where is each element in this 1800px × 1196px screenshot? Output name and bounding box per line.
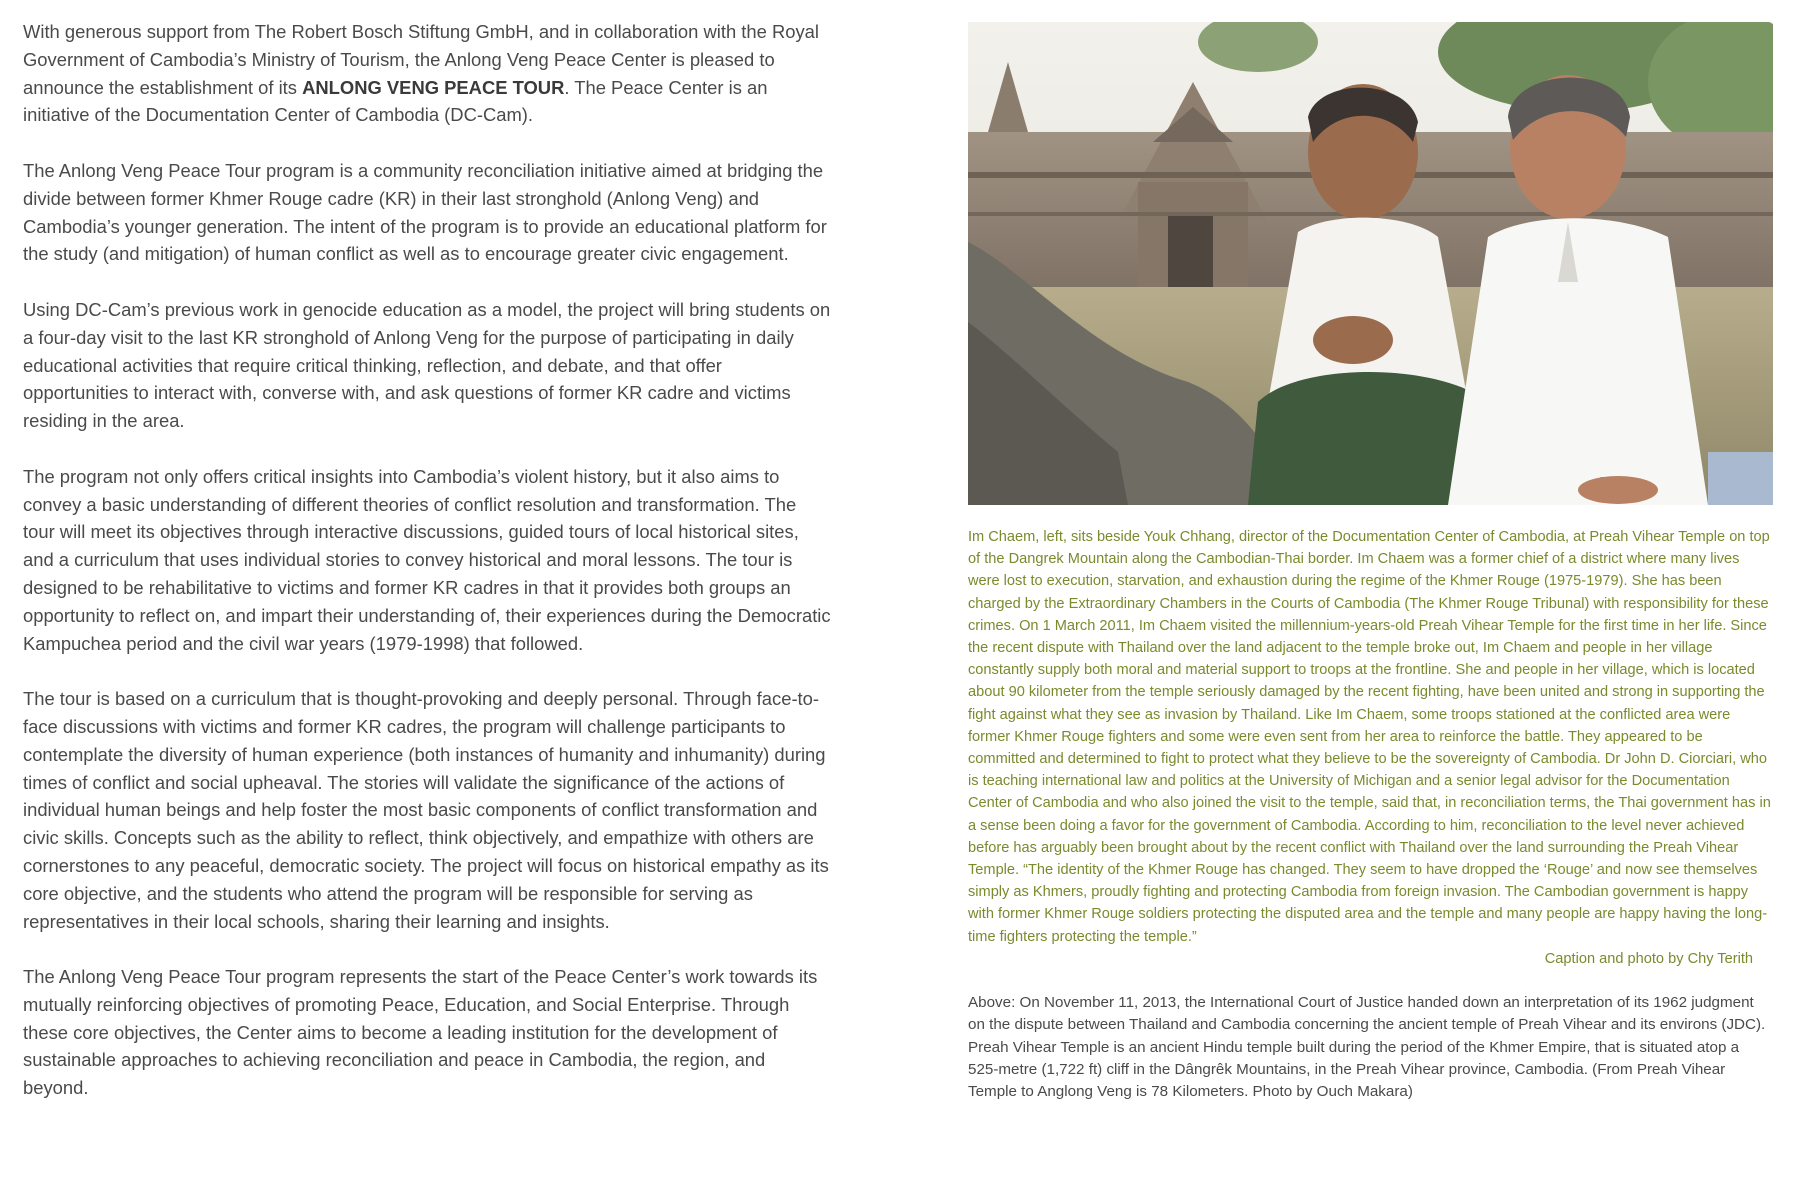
photo-caption	[968, 526, 1773, 948]
article-paragraph: The Anlong Veng Peace Tour program represents the start of the Peace Center’s work towards its mutually reinforcing objectives of promoting Peace, Education, and Social Enterprise. Through these core objectives, the Center aims to become a leading institution for the development of sustainable approaches to achieving reconciliation and peace in Cambodia, the region, and beyond.	[23, 966, 818, 1099]
article-paragraph: The Anlong Veng Peace Tour program is a community reconciliation initiative aimed at bridging the divide between former Khmer Rouge cadre (KR) in their last stronghold (Anlong Veng) and Cambodia’s younger generation. The intent of the program is to provide an educational platform for the study (and mitigation) of human conflict as well as to encourage greater civic engagement.	[23, 159, 827, 265]
photo-im-chaem-youk-chhang	[968, 22, 1773, 505]
article-paragraph: The program not only offers critical insights into Cambodia’s violent history, but it also aims to convey a basic understanding of different theories of conflict resolution and transformation. The tour will meet its objectives through interactive discussions, guided tours of local historical sites, and a curriculum that uses individual stories to convey historical and moral lessons. The tour is designed to be rehabilitative to victims and former KR cadres in that it provides both groups an opportunity to reflect on, and impart their understanding of, their experiences during the Democratic Kampuchea period and the civil war years (1979-1998) that followed.	[23, 465, 831, 654]
article-paragraph: The tour is based on a curriculum that is thought-provoking and deeply personal. Through face-to-face discussions with victims and former KR cadres, the program will challenge participants to contemplate the diversity of human experience (both instances of humanity and inhumanity) during times of conflict and social upheaval. The stories will validate the significance of the actions of individual human beings and help foster the most basic components of conflict transformation and civic skills. Concepts such as the ability to reflect, think objectively, and empathize with others are cornerstones to any peaceful, democratic society. The project will focus on historical empathy as its core objective, and the students who attend the program will be responsible for serving as representatives in their local schools, sharing their learning and insights.	[23, 688, 829, 932]
above-note-text: Above: On November 11, 2013, the International Court of Justice handed down an interpretation of its 1962 judgment on the dispute between Thailand and Cambodia concerning the ancient temple of Preah Vihear and its environs (JDC). Preah Vihear Temple is an ancient Hindu temple built during the period of the Khmer Empire, that is situated atop a 525-metre (1,722 ft) cliff in the Dângrêk Mountains, in the Preah Vihear province, Cambodia. (From Preah Vihear Temple to Anglong Veng is 78 Kilometers. Photo by Ouch Makara)	[968, 994, 1766, 1101]
caption-text: Im Chaem, left, sits beside Youk Chhang, director of the Documentation Center of Cambodia, at Preah Vihear Temple on top of the Dangrek Mountain along the Cambodian-Thai border. Im Chaem was a former chief of a district where many lives were lost to execution, starvation, and exhaustion during the regime of the Khmer Rouge (1975-1979). She has been charged by the Extraordinary Chambers in the Courts of Cambodia (The Khmer Rouge Tribunal) with responsibility for these crimes. On 1 March 2011, Im Chaem visited the millennium-years-old Preah Vihear Temple for the first time in her life. Since the recent dispute with Thailand over the land adjacent to the temple broke out, Im Chaem and people in her village constantly supply both moral and material support to troops at the frontline. She and people in her village, which is located about 90 kilometer from the temple seriously damaged by the recent fighting, have been united and strong in supporting the fight against what they see as invasion by Thailand. Like Im Chaem, some troops stationed at the conflicted area were former Khmer Rouge fighters and some were even sent from her area to reinforce the battle. They appeared to be committed and determined to fight to protect what they believe to be the sovereignty of Cambodia. Dr John D. Ciorciari, who is teaching international law and politics at the University of Michigan and a senior legal advisor for the Documentation Center of Cambodia and who also joined the visit to the temple, said that, in reconciliation terms, the Thai government has in a sense been doing a favor for the government of Cambodia. According to him, reconciliation to the level never achieved before has arguably been brought about by the recent conflict with Thailand over the land surrounding the Preah Vihear Temple. “The identity of the Khmer Rouge has changed. They seem to have dropped the ‘Rouge’ and now see themselves simply as Khmers, proudly fighting and protecting Cambodia from foreign invasion. The Cambodian government is happy with former Khmer Rouge soldiers protecting the disputed area and the temple and many people are happy having the long-time fighters protecting the temple.”	[968, 529, 1771, 945]
article-paragraph: Using DC-Cam’s previous work in genocide education as a model, the project will bring students on a four-day visit to the last KR stronghold of Anlong Veng for the purpose of participating in daily educational activities that require critical thinking, reflection, and debate, and that offer opportunities to interact with, converse with, and ask questions of former KR cadre and victims residing in the area.	[23, 298, 831, 432]
tour-name-emphasis: ANLONG VENG PEACE TOUR	[302, 76, 565, 98]
above-note	[968, 992, 1773, 1103]
article-body	[23, 18, 831, 1130]
photo-illustration	[968, 22, 1773, 505]
photo-column	[968, 22, 1773, 1104]
photo-credit: Caption and photo by Chy Terith	[1544, 950, 1753, 967]
article-paragraph-intro: With generous support from The Robert Bosch Stiftung GmbH, and in collaboration with the Royal Government of Cambodia’s Ministry of Tourism, the Anlong Veng Peace Center is pleased to announce the establishment of its ANLONG VENG PEACE TOUR. The Peace Center is an initiative of the Documentation Center of Cambodia (DC-Cam).	[23, 21, 819, 126]
